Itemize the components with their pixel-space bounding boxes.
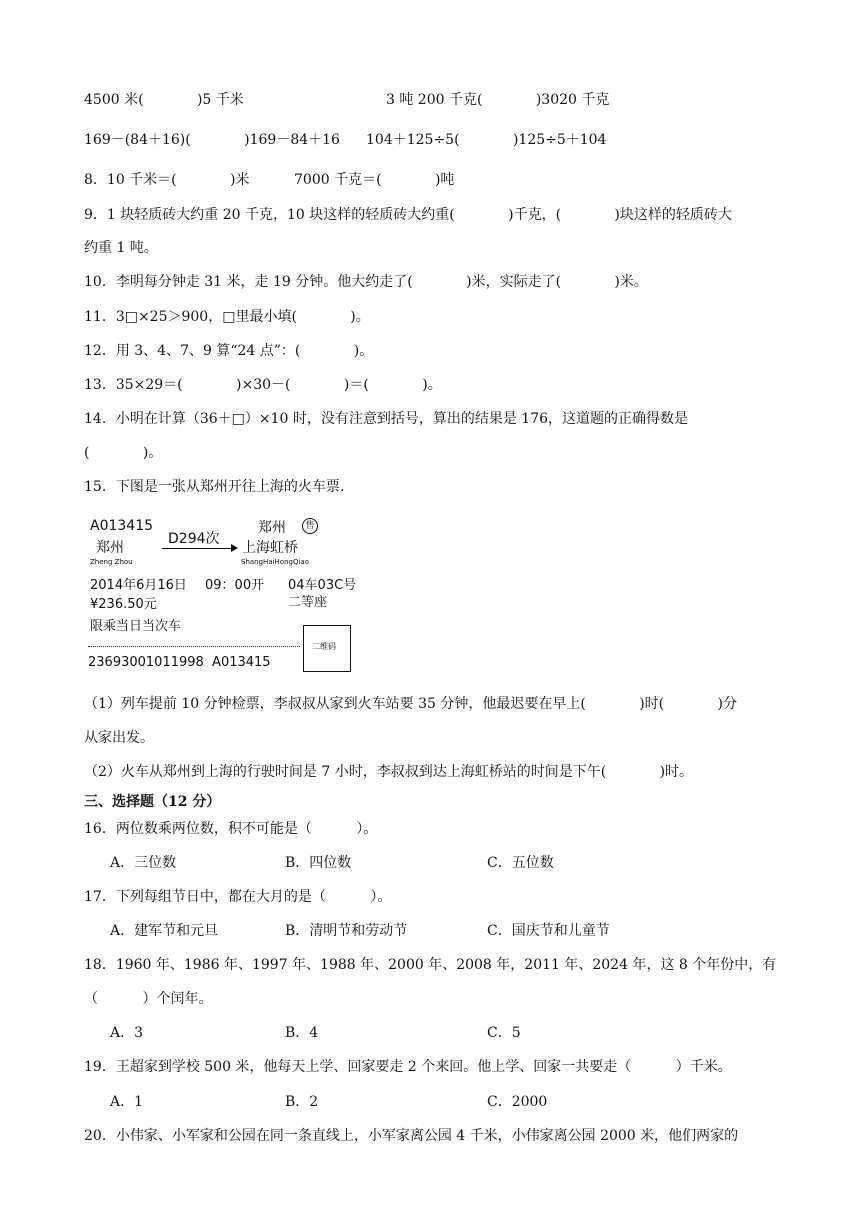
- question-15-part-1-cont: 从家出发。: [84, 730, 154, 746]
- question-18-option-a: A．3: [110, 1025, 144, 1041]
- section-3-heading: 三、选择题（12 分）: [84, 794, 221, 810]
- question-18-option-c: C．5: [487, 1025, 521, 1041]
- ticket-time: 09：00开: [205, 578, 265, 593]
- question-18-cont: （ ）个闰年。: [84, 991, 213, 1007]
- ticket-seat-class: 二等座: [288, 595, 328, 610]
- question-15: 15．下图是一张从郑州开往上海的火车票.: [84, 479, 345, 495]
- question-16-option-c: C．五位数: [487, 855, 554, 871]
- question-16-option-b: B．四位数: [285, 855, 352, 871]
- question-19: 19．王超家到学校 500 米，他每天上学、回家要走 2 个来回。他上学、回家一共要走（ ）千米。: [84, 1059, 732, 1075]
- ticket-date: 2014年6月16日: [90, 578, 187, 593]
- question-15-part-2: （2）火车从郑州到上海的行驶时间是 7 小时，李叔叔到达上海虹桥站的时间是下午( )时。: [84, 764, 694, 780]
- route-arrow-line: [162, 548, 232, 549]
- question-14-cont: ( )。: [84, 445, 163, 461]
- question-19-option-b: B．2: [285, 1094, 319, 1110]
- compare-length: 4500 米( )5 千米: [84, 92, 244, 108]
- question-20: 20．小伟家、小军家和公园在同一条直线上，小军家离公园 4 千米，小伟家离公园 2000 米，他们两家的: [84, 1128, 739, 1144]
- question-19-option-a: A．1: [110, 1094, 144, 1110]
- question-18-option-b: B．4: [285, 1025, 319, 1041]
- ticket-price: ¥236.50元: [90, 597, 157, 612]
- question-17-option-c: C．国庆节和儿童节: [487, 923, 610, 939]
- sale-stamp-icon: 售: [302, 518, 318, 534]
- route-arrow-icon: [231, 544, 238, 552]
- ticket-from: 郑州: [96, 540, 124, 556]
- compare-mass: 3 吨 200 千克( )3020 千克: [386, 92, 610, 108]
- question-9: 9．1 块轻质砖大约重 20 千克，10 块这样的轻质砖大约重( )千克，( )块这样的轻质砖大: [84, 207, 732, 223]
- question-18: 18．1960 年、1986 年、1997 年、1988 年、2000 年、2008 年，2011 年、2024 年，这 8 个年份中，有: [84, 957, 777, 973]
- ticket-train-number: D294次: [168, 531, 220, 547]
- question-16-option-a: A．三位数: [110, 855, 177, 871]
- ticket-from-pinyin: Zheng Zhou: [90, 558, 133, 566]
- qr-code-label: 二维码: [312, 642, 336, 651]
- compare-expression-2: 104＋125÷5( )125÷5＋104: [366, 132, 607, 148]
- compare-expression-1: 169－(84＋16)( )169－84＋16: [84, 132, 340, 148]
- ticket-code: 23693001011998 A013415: [88, 655, 271, 670]
- question-14: 14．小明在计算（36＋□）×10 时，没有注意到括号，算出的结果是 176，这道题的正确得数是: [84, 411, 689, 427]
- question-10: 10．李明每分钟走 31 米，走 19 分钟。他大约走了( )米，实际走了( )米。: [84, 274, 648, 290]
- question-17-option-a: A．建军节和元旦: [110, 923, 219, 939]
- question-19-option-c: C．2000: [487, 1094, 548, 1110]
- ticket-notice: 限乘当日当次车: [90, 619, 182, 634]
- ticket-to-top: 郑州: [258, 520, 286, 536]
- question-16: 16．两位数乘两位数，积不可能是（ ）。: [84, 821, 378, 837]
- question-17-option-b: B．清明节和劳动节: [285, 923, 408, 939]
- ticket-dotted-divider: [88, 646, 300, 647]
- ticket-to: 上海虹桥: [242, 540, 298, 556]
- ticket-seat: 04车03C号: [288, 578, 357, 593]
- question-9-cont: 约重 1 吨。: [84, 240, 158, 256]
- question-12: 12．用 3、4、7、9 算“24 点”：( )。: [84, 343, 374, 359]
- question-8: 8．10 千米＝( )米 7000 千克＝( )吨: [84, 172, 455, 188]
- question-15-part-1: （1）列车提前 10 分钟检票，李叔叔从家到火车站要 35 分钟，他最迟要在早上( )时( )分: [84, 696, 737, 712]
- ticket-serial: A013415: [90, 518, 154, 534]
- question-13: 13．35×29＝( )×30－( )＝( )。: [84, 377, 442, 393]
- ticket-to-pinyin: ShangHaiHongQiao: [241, 558, 310, 566]
- question-17: 17．下列每组节日中，都在大月的是（ ）。: [84, 889, 392, 905]
- question-11: 11．3□×25＞900，□里最小填( )。: [84, 309, 370, 325]
